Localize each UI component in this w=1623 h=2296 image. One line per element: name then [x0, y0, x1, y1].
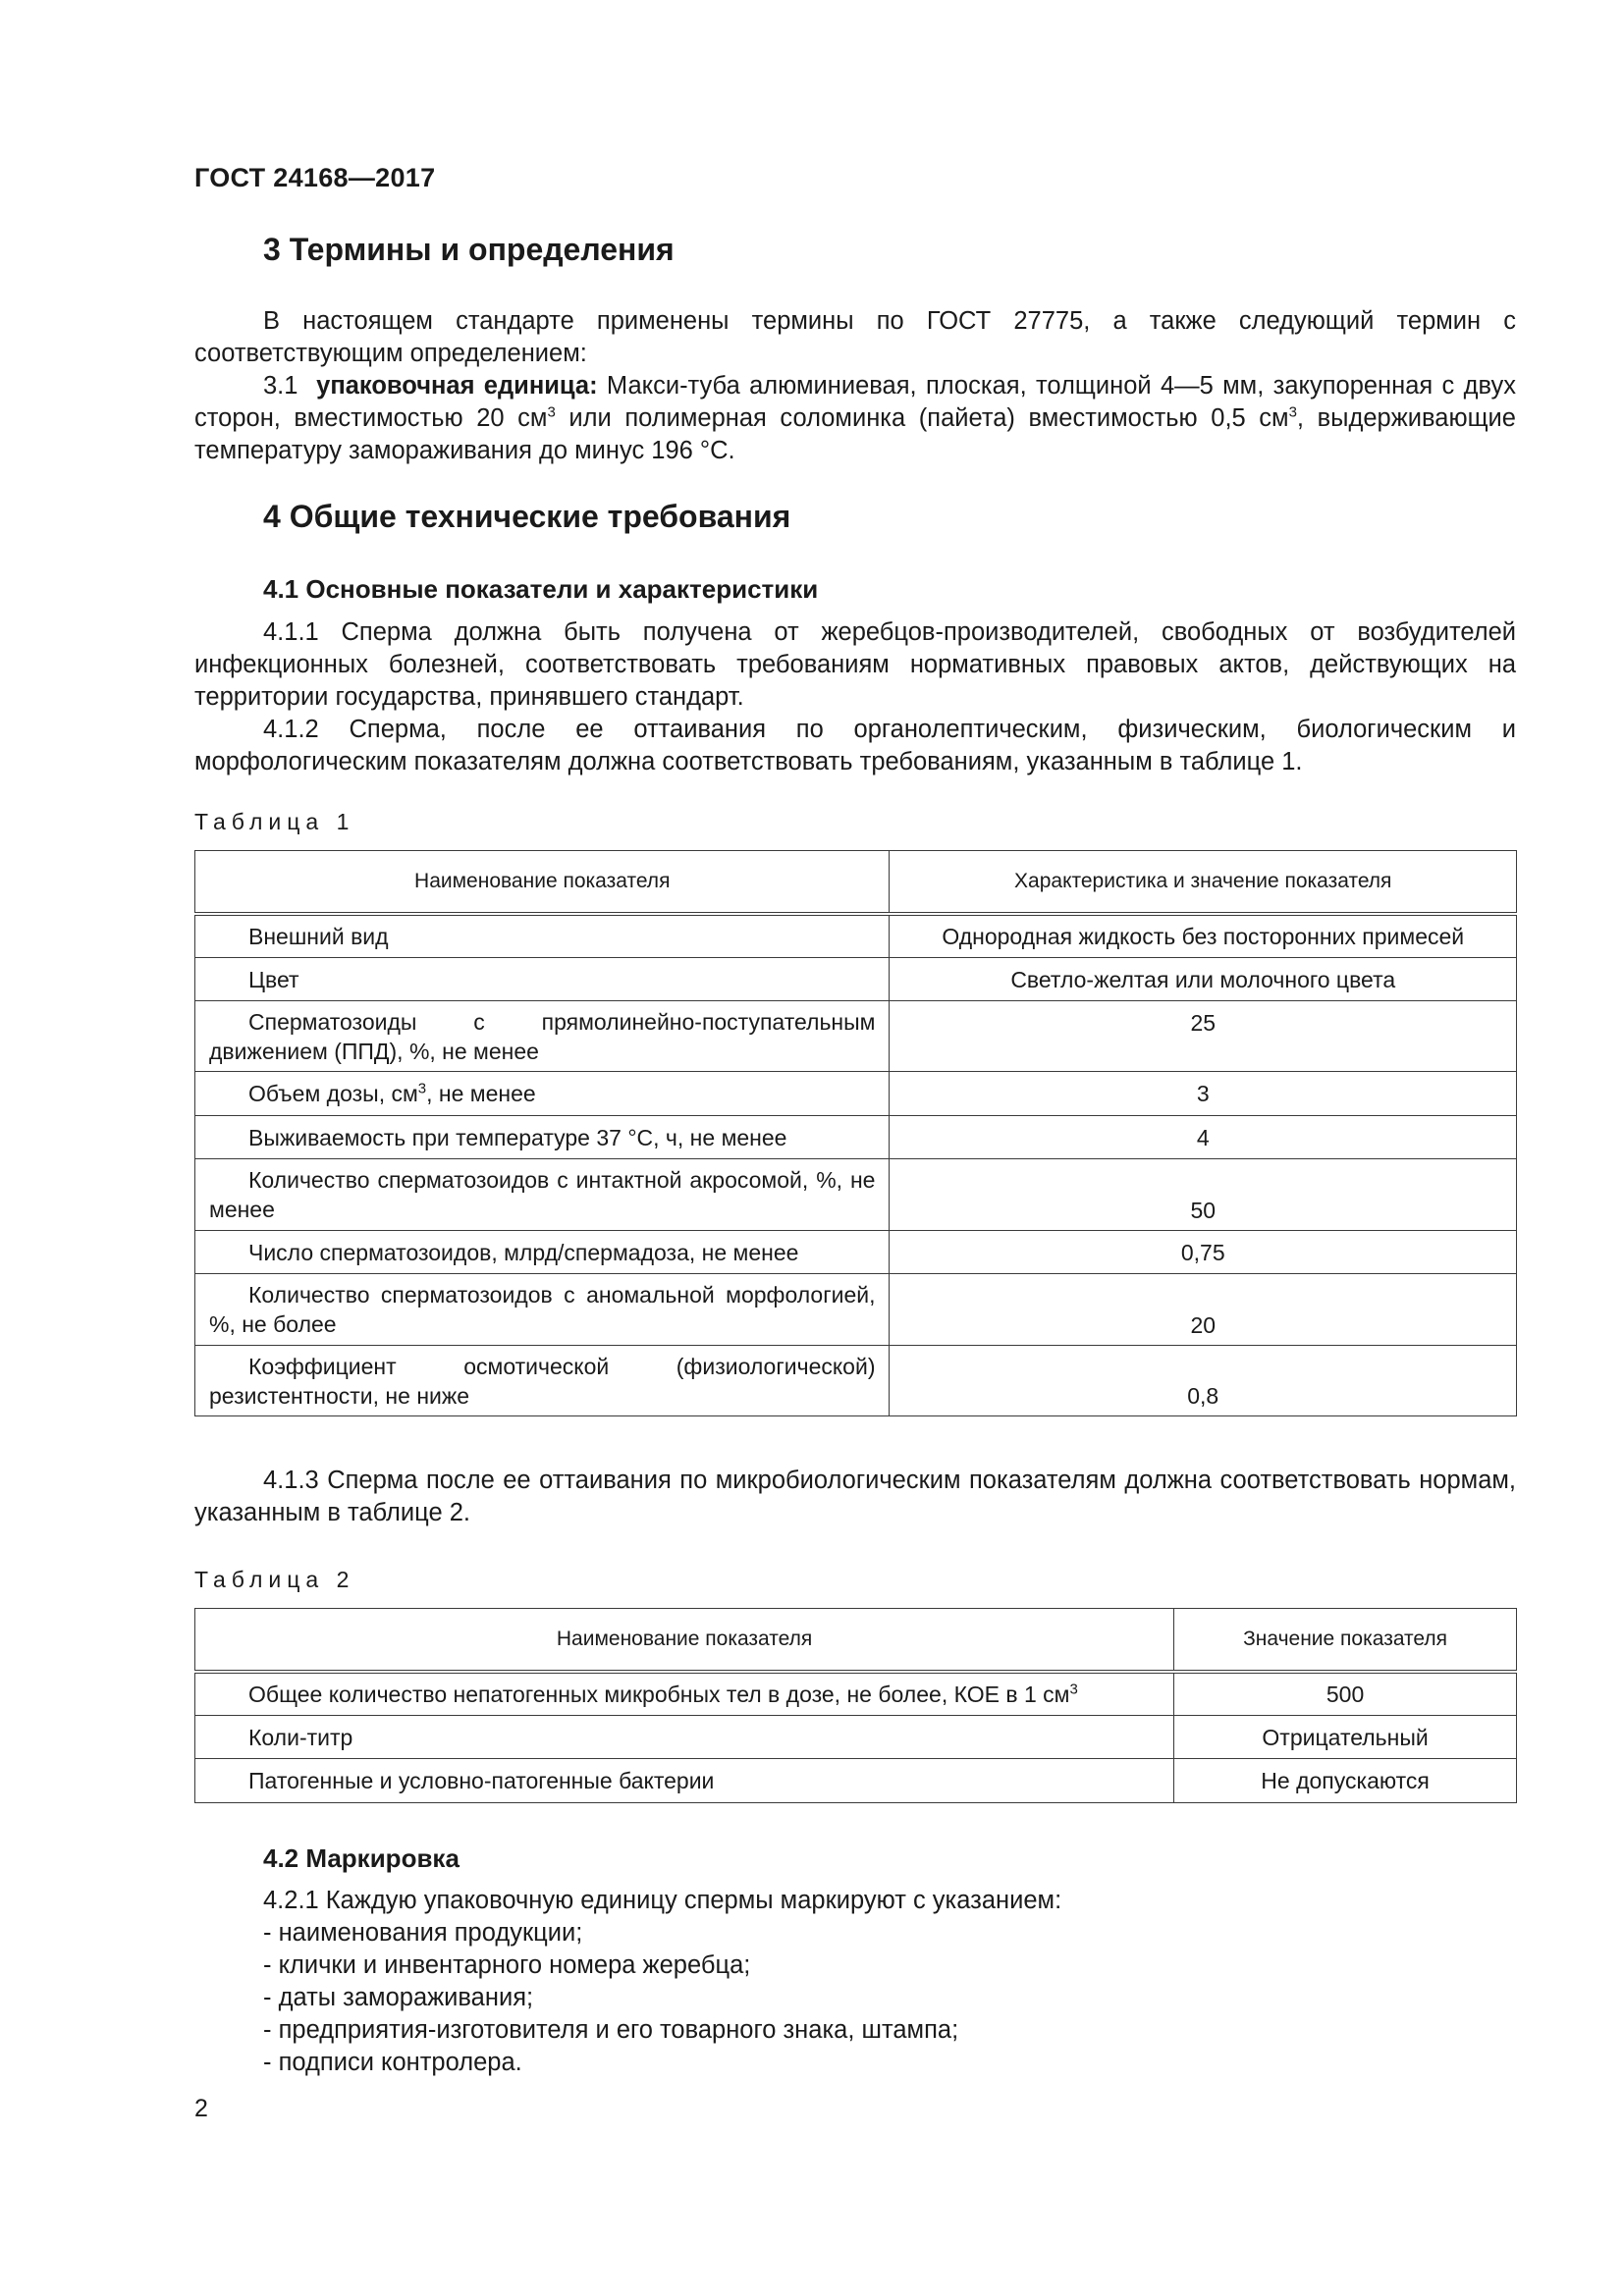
- term-definition: [194, 370, 1516, 467]
- superscript: 3: [547, 403, 556, 421]
- table-1-header-name: Наименование показателя: [195, 851, 890, 914]
- table-cell-name: Патогенные и условно-патогенные бактерии: [195, 1759, 1174, 1803]
- cell-text: Общее количество непатогенных микробных тел в дозе, не более, КОЕ в 1 см: [248, 1681, 1070, 1707]
- term-def-part: Макси-туба алюминиевая, плоская, толщиной 4—5 мм, закупоренная с двух сторон, вместимостью 20 см: [194, 372, 1516, 432]
- table-cell-name: Сперматозоиды с прямолинейно-поступательным движением (ППД), %, не менее: [195, 1001, 890, 1072]
- list-item: - подписи контролера.: [263, 2049, 522, 2076]
- section-3-body: [194, 305, 1516, 467]
- table-cell-name: Выживаемость при температуре 37 °С, ч, не менее: [195, 1116, 890, 1159]
- table-cell-name: Количество сперматозоидов с интактной акросомой, %, не менее: [195, 1159, 890, 1231]
- page-number: 2: [194, 2095, 208, 2122]
- table-cell-name: [195, 1672, 1174, 1716]
- table-1-caption: Таблица 1: [194, 809, 355, 834]
- table-row: [195, 914, 1517, 958]
- table-row: [195, 1231, 1517, 1274]
- table-cell-name: Количество сперматозоидов с аномальной морфологией, %, не более: [195, 1274, 890, 1346]
- table-row: [195, 1001, 1517, 1072]
- table-cell-name: Коэффициент осмотической (физиологической) резистентности, не ниже: [195, 1346, 890, 1416]
- cell-text: Объем дозы, см: [248, 1081, 418, 1106]
- table-cell-value: 4: [890, 1116, 1517, 1159]
- table-cell-value: 3: [890, 1072, 1517, 1116]
- section-4-1-title: 4.1 Основные показатели и характеристики: [263, 574, 819, 604]
- table-cell-value: 0,8: [890, 1346, 1517, 1416]
- table-row: [195, 1116, 1517, 1159]
- table-1-header-value: Характеристика и значение показателя: [890, 851, 1517, 914]
- table-2-caption: Таблица 2: [194, 1567, 355, 1592]
- section-4-1-body: [194, 616, 1516, 778]
- paragraph-4-1-1: 4.1.1 Сперма должна быть получена от жеребцов-производителей, свободных от возбудителей инфекционных болезней, соответствовать требованиям нормативных правовых актов, действующих на территории государства, принявшего стандарт.: [194, 618, 1516, 711]
- table-cell-name: Коли-титр: [195, 1716, 1174, 1759]
- cell-text: , не менее: [426, 1081, 536, 1106]
- document-code: ГОСТ 24168—2017: [194, 163, 436, 192]
- paragraph-4-1-3-block: [194, 1465, 1516, 1529]
- term-def-part: или полимерная соломинка (пайета) вместимостью 0,5 см: [555, 404, 1289, 432]
- list-item: - наименования продукции;: [263, 1919, 583, 1947]
- table-cell-value: 50: [890, 1159, 1517, 1231]
- section-4-2-title: 4.2 Маркировка: [263, 1843, 460, 1873]
- paragraph-4-1-3: 4.1.3 Сперма после ее оттаивания по микробиологическим показателям должна соответствовать нормам, указанным в таблице 2.: [194, 1467, 1516, 1526]
- table-cell-value: Светло-желтая или молочного цвета: [890, 958, 1517, 1001]
- superscript: 3: [1069, 1681, 1078, 1698]
- table-row: [195, 1274, 1517, 1346]
- paragraph-4-1-2: 4.1.2 Сперма, после ее оттаивания по органолептическим, физическим, биологическим и морфологическим показателям должна соответствовать требованиям, указанным в таблице 1.: [194, 716, 1516, 775]
- table-row: [195, 1159, 1517, 1231]
- marking-list: [263, 1885, 1061, 2079]
- superscript: 3: [417, 1080, 427, 1097]
- table-cell-value: 20: [890, 1274, 1517, 1346]
- table-cell-name: Внешний вид: [195, 914, 890, 958]
- section-3-title: 3 Термины и определения: [263, 232, 675, 267]
- table-cell-value: 500: [1174, 1672, 1517, 1716]
- list-item: - предприятия-изготовителя и его товарного знака, штампа;: [263, 2016, 959, 2044]
- list-item: - клички и инвентарного номера жеребца;: [263, 1951, 751, 1979]
- table-row: [195, 958, 1517, 1001]
- term-def-part: , выдерживающие температуру замораживания до минус 196 °С.: [194, 404, 1516, 464]
- table-row: [195, 1346, 1517, 1416]
- table-cell-name: Число сперматозоидов, млрд/спермадоза, не менее: [195, 1231, 890, 1274]
- table-cell-value: Однородная жидкость без посторонних примесей: [890, 914, 1517, 958]
- table-row: [195, 1072, 1517, 1116]
- section-4-title: 4 Общие технические требования: [263, 499, 791, 534]
- paragraph-4-2-1: 4.2.1 Каждую упаковочную единицу спермы маркируют с указанием:: [263, 1887, 1062, 1914]
- table-row: [195, 1716, 1517, 1759]
- table-cell-value: Отрицательный: [1174, 1716, 1517, 1759]
- table-1: [194, 850, 1517, 1416]
- table-row: [195, 1672, 1517, 1716]
- table-2: [194, 1608, 1517, 1803]
- table-2-header-name: Наименование показателя: [195, 1609, 1174, 1672]
- section-3-intro: В настоящем стандарте применены термины по ГОСТ 27775, а также следующий термин с соответствующим определением:: [194, 307, 1516, 367]
- superscript: 3: [1288, 403, 1297, 421]
- list-item: - даты замораживания;: [263, 1984, 534, 2011]
- table-2-header-value: Значение показателя: [1174, 1609, 1517, 1672]
- table-row: [195, 1759, 1517, 1803]
- table-cell-value: 25: [890, 1001, 1517, 1072]
- table-cell-value: 0,75: [890, 1231, 1517, 1274]
- table-cell-name: [195, 1072, 890, 1116]
- table-cell-value: Не допускаются: [1174, 1759, 1517, 1803]
- term-name: упаковочная единица:: [316, 372, 598, 400]
- term-number: 3.1: [263, 372, 298, 400]
- table-cell-name: Цвет: [195, 958, 890, 1001]
